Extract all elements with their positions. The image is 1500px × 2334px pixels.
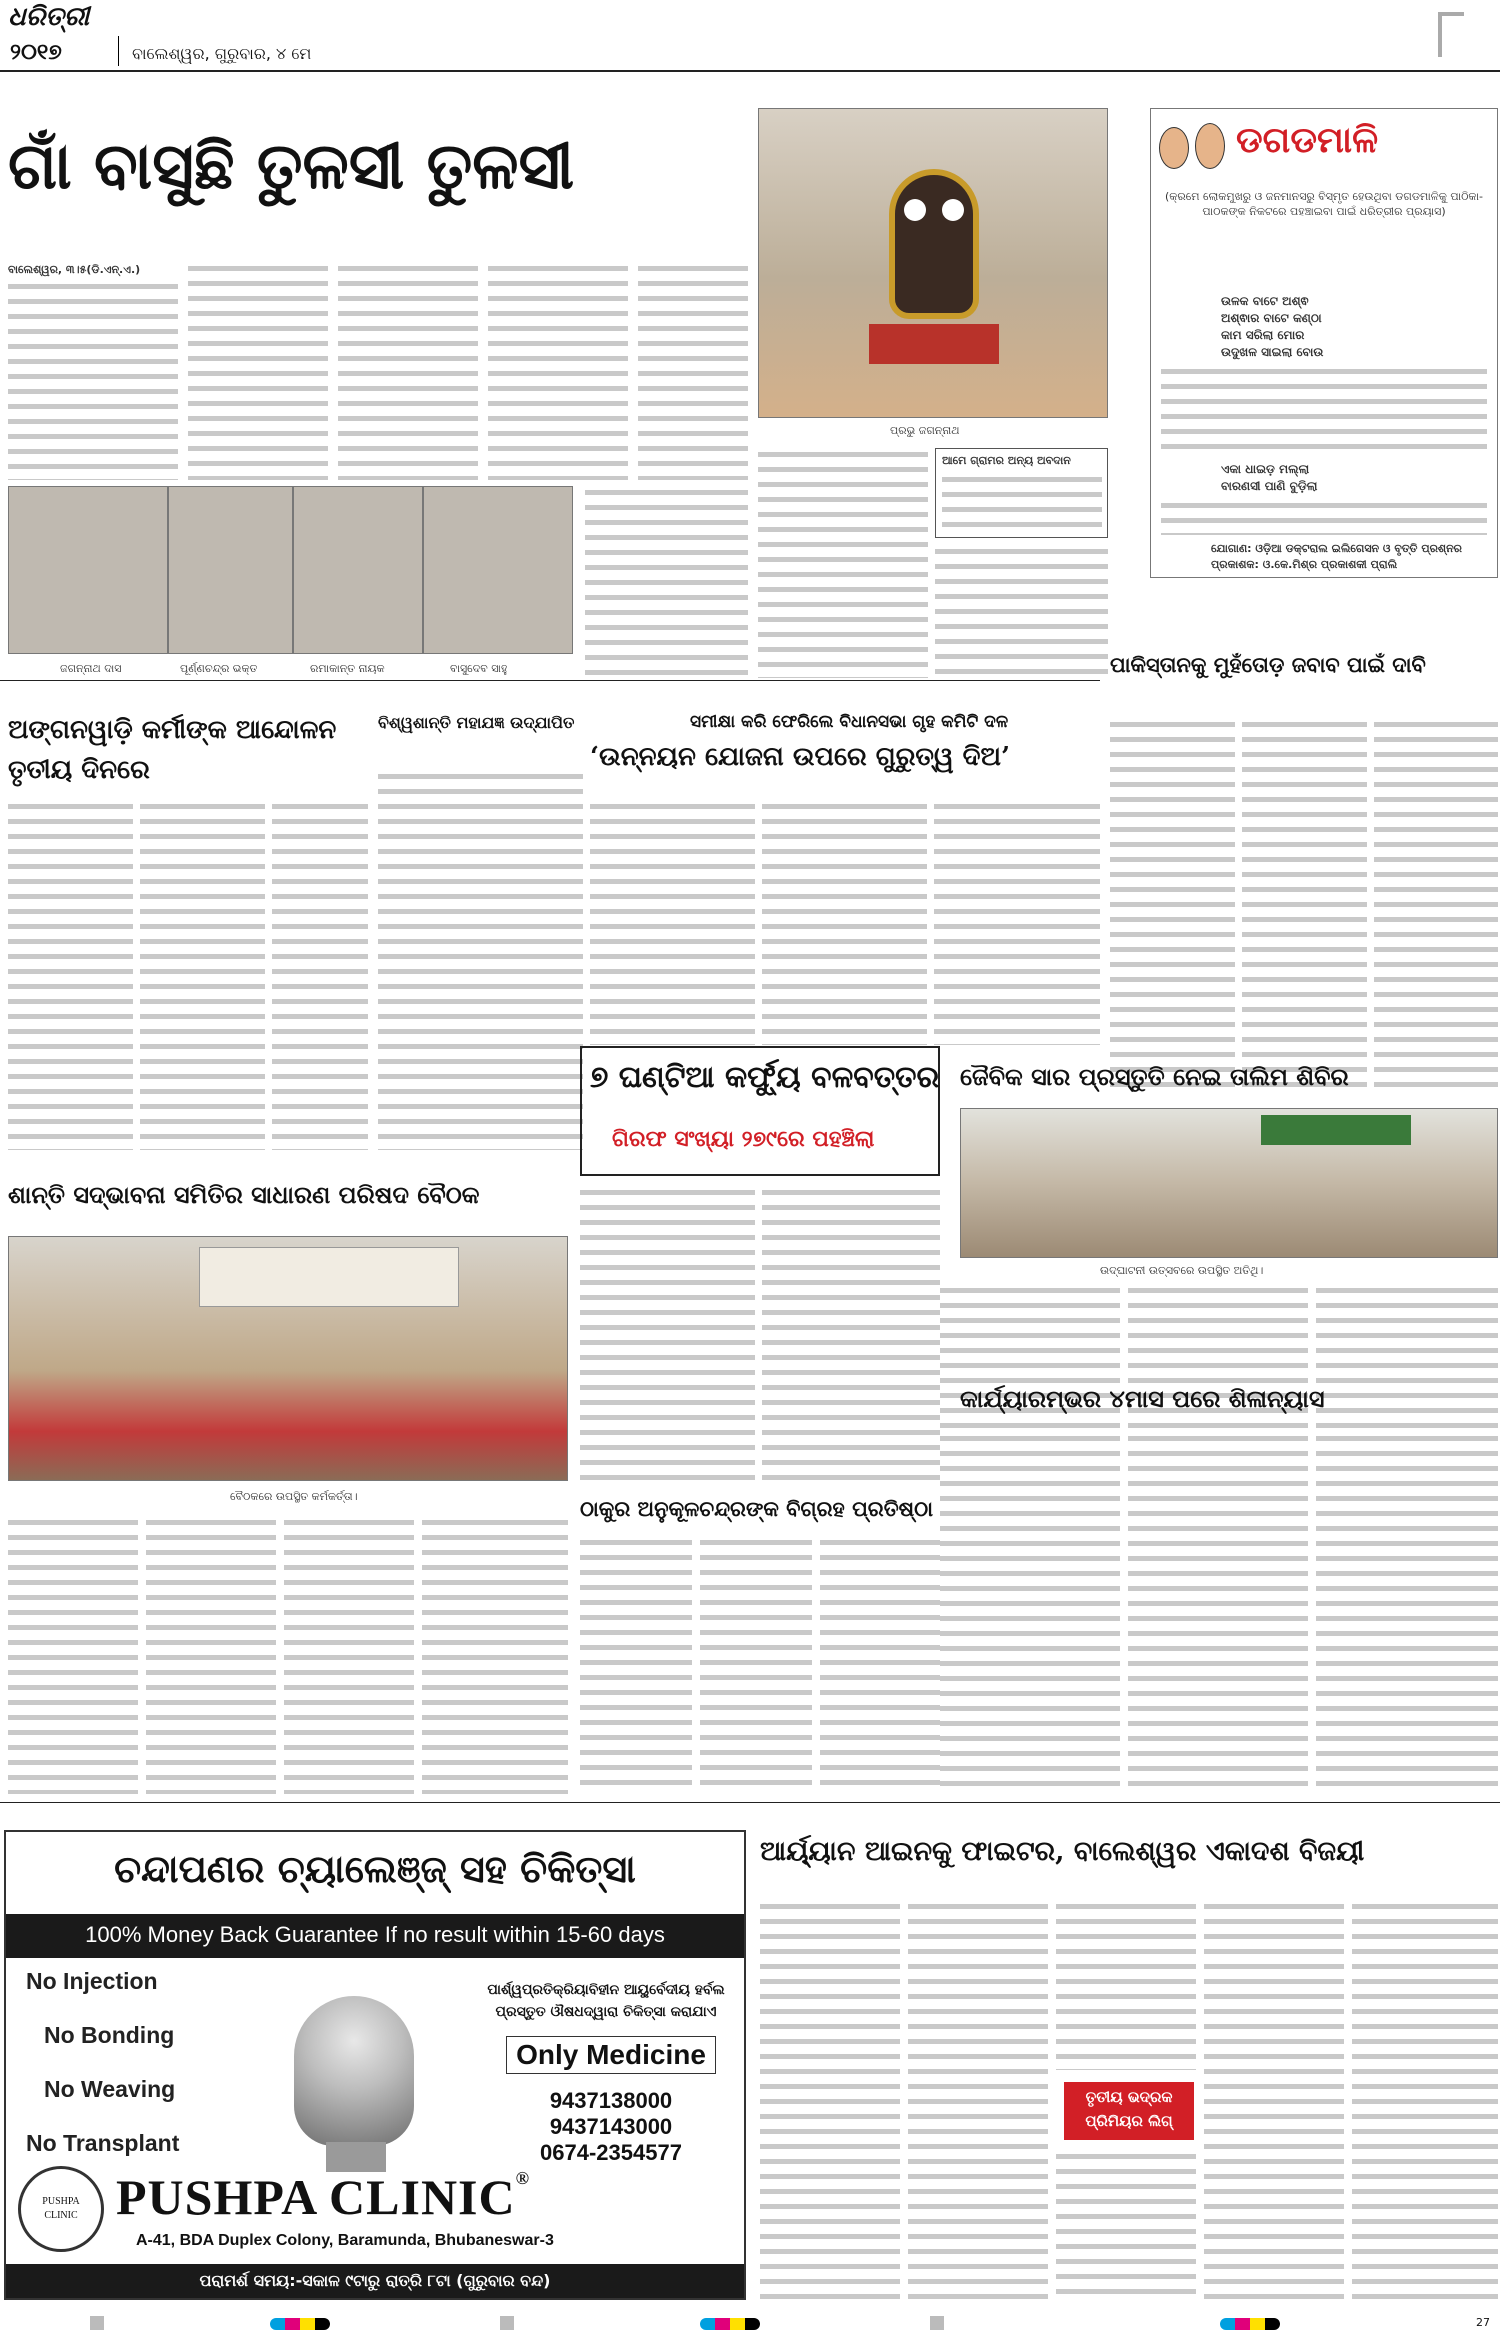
iron-fighter-text-2 [908, 1900, 1048, 2300]
dagadamali-credit-2: ପ୍ରକାଶକ: ଓ.କେ.ମିଶ୍ର ପ୍ରକାଶକୀ ପ୍ରାଲି [1211, 558, 1398, 571]
shanti-photo [8, 1236, 568, 1481]
curfew-text-2 [762, 1186, 940, 1486]
page-footer [0, 2312, 1500, 2334]
portrait-3 [293, 486, 423, 654]
idol-shape [889, 169, 979, 319]
portrait-1 [8, 486, 168, 654]
karyarambha-headline: କାର୍ଯ୍ୟାରମ୍ଭର ୪ମାସ ପରେ ଶିଳାନ୍ୟାସ [960, 1384, 1325, 1413]
pushpa-clinic-ad [4, 1830, 746, 2300]
ad-clinic-name: PUSHPA CLINIC® [116, 2168, 531, 2225]
registration-mark [90, 2316, 104, 2330]
dagadamali-credit-1: ଯୋଗାଣ: ଓଡ଼ିଆ ଡକ୍ଟରାଲ ଇଲିଗେସନ ଓ ବୃତ୍ତି ପ୍ରଶ୍ନର [1211, 542, 1463, 555]
shanti-text-3 [284, 1516, 414, 1794]
shanti-text-2 [146, 1516, 276, 1794]
thakur-text-3 [820, 1536, 940, 1794]
lead-story-text-1 [8, 280, 178, 480]
dagadamali-cartoon [1159, 119, 1229, 181]
thakur-text-1 [580, 1536, 692, 1794]
iron-fighter-text-4 [1056, 2150, 1196, 2300]
vishwa-shanti-text [378, 770, 583, 1150]
ad-bullet: No Injection [26, 1968, 158, 1994]
lead-story-text-7 [758, 448, 928, 678]
masthead-year: ୨୦୧୭ [10, 40, 62, 65]
shanti-caption: ବୈଠକରେ ଉପସ୍ଥିତ କର୍ମକର୍ତ୍ତା। [230, 1490, 358, 1503]
ad-title: ଚନ୍ଦାପଣର ଚ୍ୟାଲେଞ୍ଜ୍ ସହ ଚିକିତ୍ସା [114, 1846, 636, 1891]
lead-story-text-4 [488, 262, 628, 480]
lead-story-text-6 [585, 486, 748, 678]
anganwadi-text-2 [140, 800, 265, 1150]
iron-fighter-text-5 [1204, 1900, 1344, 2300]
thakur-headline: ଠାକୁର ଅନୁକୂଳଚନ୍ଦ୍ରଙ୍କ ବିଗ୍ରହ ପ୍ରତିଷ୍ଠା [580, 1496, 933, 1521]
ad-clinic-seal: PUSHPA CLINIC [18, 2166, 104, 2252]
pakistan-text-1 [1110, 718, 1235, 1090]
ad-only-medicine: Only Medicine [506, 2036, 716, 2074]
portrait-name-1: ଜଗନ୍ନାଥ ଦାସ [60, 662, 122, 675]
ad-odia-line-2: ପ୍ରସ୍ତୁତ ଔଷଧଦ୍ୱାରା ଚିକିତ୍ସା କରାଯାଏ [495, 2004, 717, 2020]
jaibik-photo [960, 1108, 1498, 1258]
color-bar [1220, 2318, 1280, 2330]
ad-address: A-41, BDA Duplex Colony, Baramunda, Bhubaneswar-3 [136, 2232, 554, 2249]
lead-dateline: ବାଲେଶ୍ୱର, ୩।୫(ଡି.ଏନ୍.ଏ.) [8, 263, 141, 276]
jagannath-caption: ପ୍ରଭୁ ଜଗନ୍ନାଥ [890, 424, 960, 437]
ad-phone[interactable]: 9437138000 [549, 2088, 673, 2113]
samiksha-headline: ‘ଉନ୍ନୟନ ଯୋଜନା ଉପରେ ଗୁରୁତ୍ୱ ଦିଅ’ [590, 742, 1011, 772]
masthead-dateline: ବାଲେଶ୍ୱର, ଗୁରୁବାର, ୪ ମେ [132, 44, 312, 63]
ad-phone[interactable]: 0674-2354577 [540, 2140, 682, 2165]
iron-fighter-text-3 [1056, 1900, 1196, 2070]
anganwadi-headline: ଅଙ୍ଗନୱାଡ଼ି କର୍ମୀଙ୍କ ଆନ୍ଦୋଳନ ତୃତୀୟ ଦିନରେ [8, 715, 337, 785]
premier-league-box: ତୃତୀୟ ଭଦ୍ରକ ପ୍ରିମିୟର ଲିଗ୍ [1064, 2082, 1194, 2140]
portrait-2 [168, 486, 293, 654]
shanti-headline: ଶାନ୍ତି ସଦ୍‌ଭାବନା ସମିତିର ସାଧାରଣ ପରିଷଦ ବୈଠକ [8, 1180, 480, 1209]
karyarambha-text-1 [940, 1432, 1120, 1794]
ad-head-illustration [256, 1972, 456, 2172]
curfew-text-1 [580, 1186, 755, 1486]
ad-bullet: No Weaving [44, 2076, 176, 2102]
ad-bullet: No Transplant [26, 2130, 180, 2156]
curfew-headline: ୭ ଘଣ୍ଟିଆ କର୍ଫ୍ୟୁ ବଳବତ୍ତର [590, 1060, 940, 1095]
thakur-text-2 [700, 1536, 812, 1794]
shanti-text-1 [8, 1516, 138, 1794]
pakistan-text-2 [1242, 718, 1367, 1090]
page-number: 27 [1476, 2316, 1490, 2329]
ad-bullet: No Bonding [44, 2022, 175, 2048]
color-bar [700, 2318, 760, 2330]
registration-mark [930, 2316, 944, 2330]
anganwadi-text-3 [272, 800, 368, 1150]
dagadamali-verse-1: ଉଳକ ବାଟେ ଅଶ୍ଵ ଅଶ୍ଵାର ବାଟେ କଣ୍ଠା କାମ ସରିଲା ମୋର ଉଦୁଖଳ ସାଇଲା ବୋଉ [1221, 294, 1324, 359]
curfew-box [580, 1046, 940, 1176]
samiksha-kicker: ସମୀକ୍ଷା କରି ଫେରିଲେ ବିଧାନସଭା ଗୃହ କମିଟି ଦଳ [690, 712, 1009, 732]
vishwa-shanti-headline: ବିଶ୍ୱଶାନ୍ତି ମହାଯଜ୍ଞ ଉଦ୍‌ଯାପିତ [378, 713, 575, 732]
dagadamali-verse-2: ଏକା ଧାଇଡ଼ ମଲ୍ଲା ବାରଣସୀ ପାଣି ବୁଡ଼ିଲା [1221, 462, 1318, 493]
ad-guarantee-bar: 100% Money Back Guarantee If no result within 15-60 days [6, 1914, 744, 1958]
ad-phone[interactable]: 9437143000 [549, 2114, 673, 2139]
iron-fighter-headline: ଆର୍ୟ୍ୟାନ ଆଇନକୁ ଫାଇଟର, ବାଲେଶ୍ୱର ଏକାଦଶ ବିଜୟୀ [760, 1836, 1365, 1867]
dagadamali-subtitle: (କ୍ରମେ ଲୋକମୁଖରୁ ଓ ଜନମାନସରୁ ବିସ୍ମୃତ ହେଉଥିବା ଡଗଡମାଳିକୁ ପାଠିକା-ପାଠକଙ୍କ ନିକଟରେ ପହଞ୍ଚାଇବା ପାଇଁ ଧରିତ୍ରୀର ପ୍ରୟାସ) [1164, 190, 1484, 218]
portrait-name-3: ରମାକାନ୍ତ ନାୟକ [310, 662, 385, 675]
page-corner-mark [1438, 12, 1464, 57]
masthead [0, 0, 1500, 95]
jagannath-photo [758, 108, 1108, 418]
samiksha-text-1 [590, 800, 755, 1045]
lead-story-text-3 [338, 262, 478, 480]
iron-fighter-text-6 [1352, 1900, 1498, 2300]
ad-timing-bar: ପରାମର୍ଶ ସମୟ:-ସକାଳ ୯ଟାରୁ ରାତ୍ରି ୮ଟା (ଗୁରୁବାର ବନ୍ଦ) [6, 2264, 744, 2298]
pakistan-text-3 [1374, 718, 1498, 1090]
jaibik-caption: ଉଦ୍‌ଘାଟନୀ ଉତ୍ସବରେ ଉପସ୍ଥିତ ଅତିଥି। [1100, 1264, 1264, 1277]
masthead-logo: ଧରିତ୍ରୀ [8, 2, 90, 32]
lead-highlight-box: ଆମେ ଗ୍ରାମର ଅନ୍ୟ ଅବଦାନ [935, 448, 1108, 538]
shanti-text-4 [422, 1516, 568, 1794]
dagadamali-title: ଡଗଡମାଳି [1236, 119, 1379, 161]
portrait-name-4: ବାସୁଦେବ ସାହୁ [450, 662, 508, 675]
iron-fighter-text-1 [760, 1900, 900, 2300]
dagadamali-column [1150, 108, 1498, 578]
pakistan-headline: ପାକିସ୍ତାନକୁ ମୁହଁତୋଡ଼ ଜବାବ ପାଇଁ ଦାବି [1110, 652, 1426, 677]
lead-story-text-8 [935, 545, 1108, 678]
samiksha-text-2 [762, 800, 927, 1045]
lead-story-text-5 [638, 262, 748, 480]
portrait-name-2: ପୂର୍ଣ୍ଣଚନ୍ଦ୍ର ଭକ୍ତ [180, 662, 258, 675]
shanti-banner [199, 1247, 459, 1307]
karyarambha-text-2 [1128, 1432, 1308, 1794]
portrait-4 [423, 486, 573, 654]
karyarambha-text-3 [1316, 1432, 1498, 1794]
jaibik-headline: ଜୈବିକ ସାର ପ୍ରସ୍ତୁତି ନେଇ ତାଲିମ ଶିବିର [960, 1062, 1349, 1091]
jaibik-banner [1261, 1115, 1411, 1145]
anganwadi-text-1 [8, 800, 133, 1150]
ad-phone-numbers [506, 2088, 716, 2166]
color-bar [270, 2318, 330, 2330]
registration-mark [500, 2316, 514, 2330]
lead-headline: ଗାଁ ବାସୁଛି ତୁଳସୀ ତୁଳସୀ [8, 129, 575, 204]
samiksha-text-3 [934, 800, 1100, 1045]
ad-bullet-list [26, 1968, 246, 2184]
curfew-subheadline: ଗିରଫ ସଂଖ୍ୟା ୨୭୯ରେ ପହଞ୍ଚିଲା [612, 1126, 875, 1152]
lead-story-text-2 [188, 262, 328, 480]
ad-odia-line-1: ପାର୍ଶ୍ୱପ୍ରତିକ୍ରିୟାବିହୀନ ଆୟୁର୍ବେଦୀୟ ହର୍ବଲ [487, 1982, 725, 1998]
